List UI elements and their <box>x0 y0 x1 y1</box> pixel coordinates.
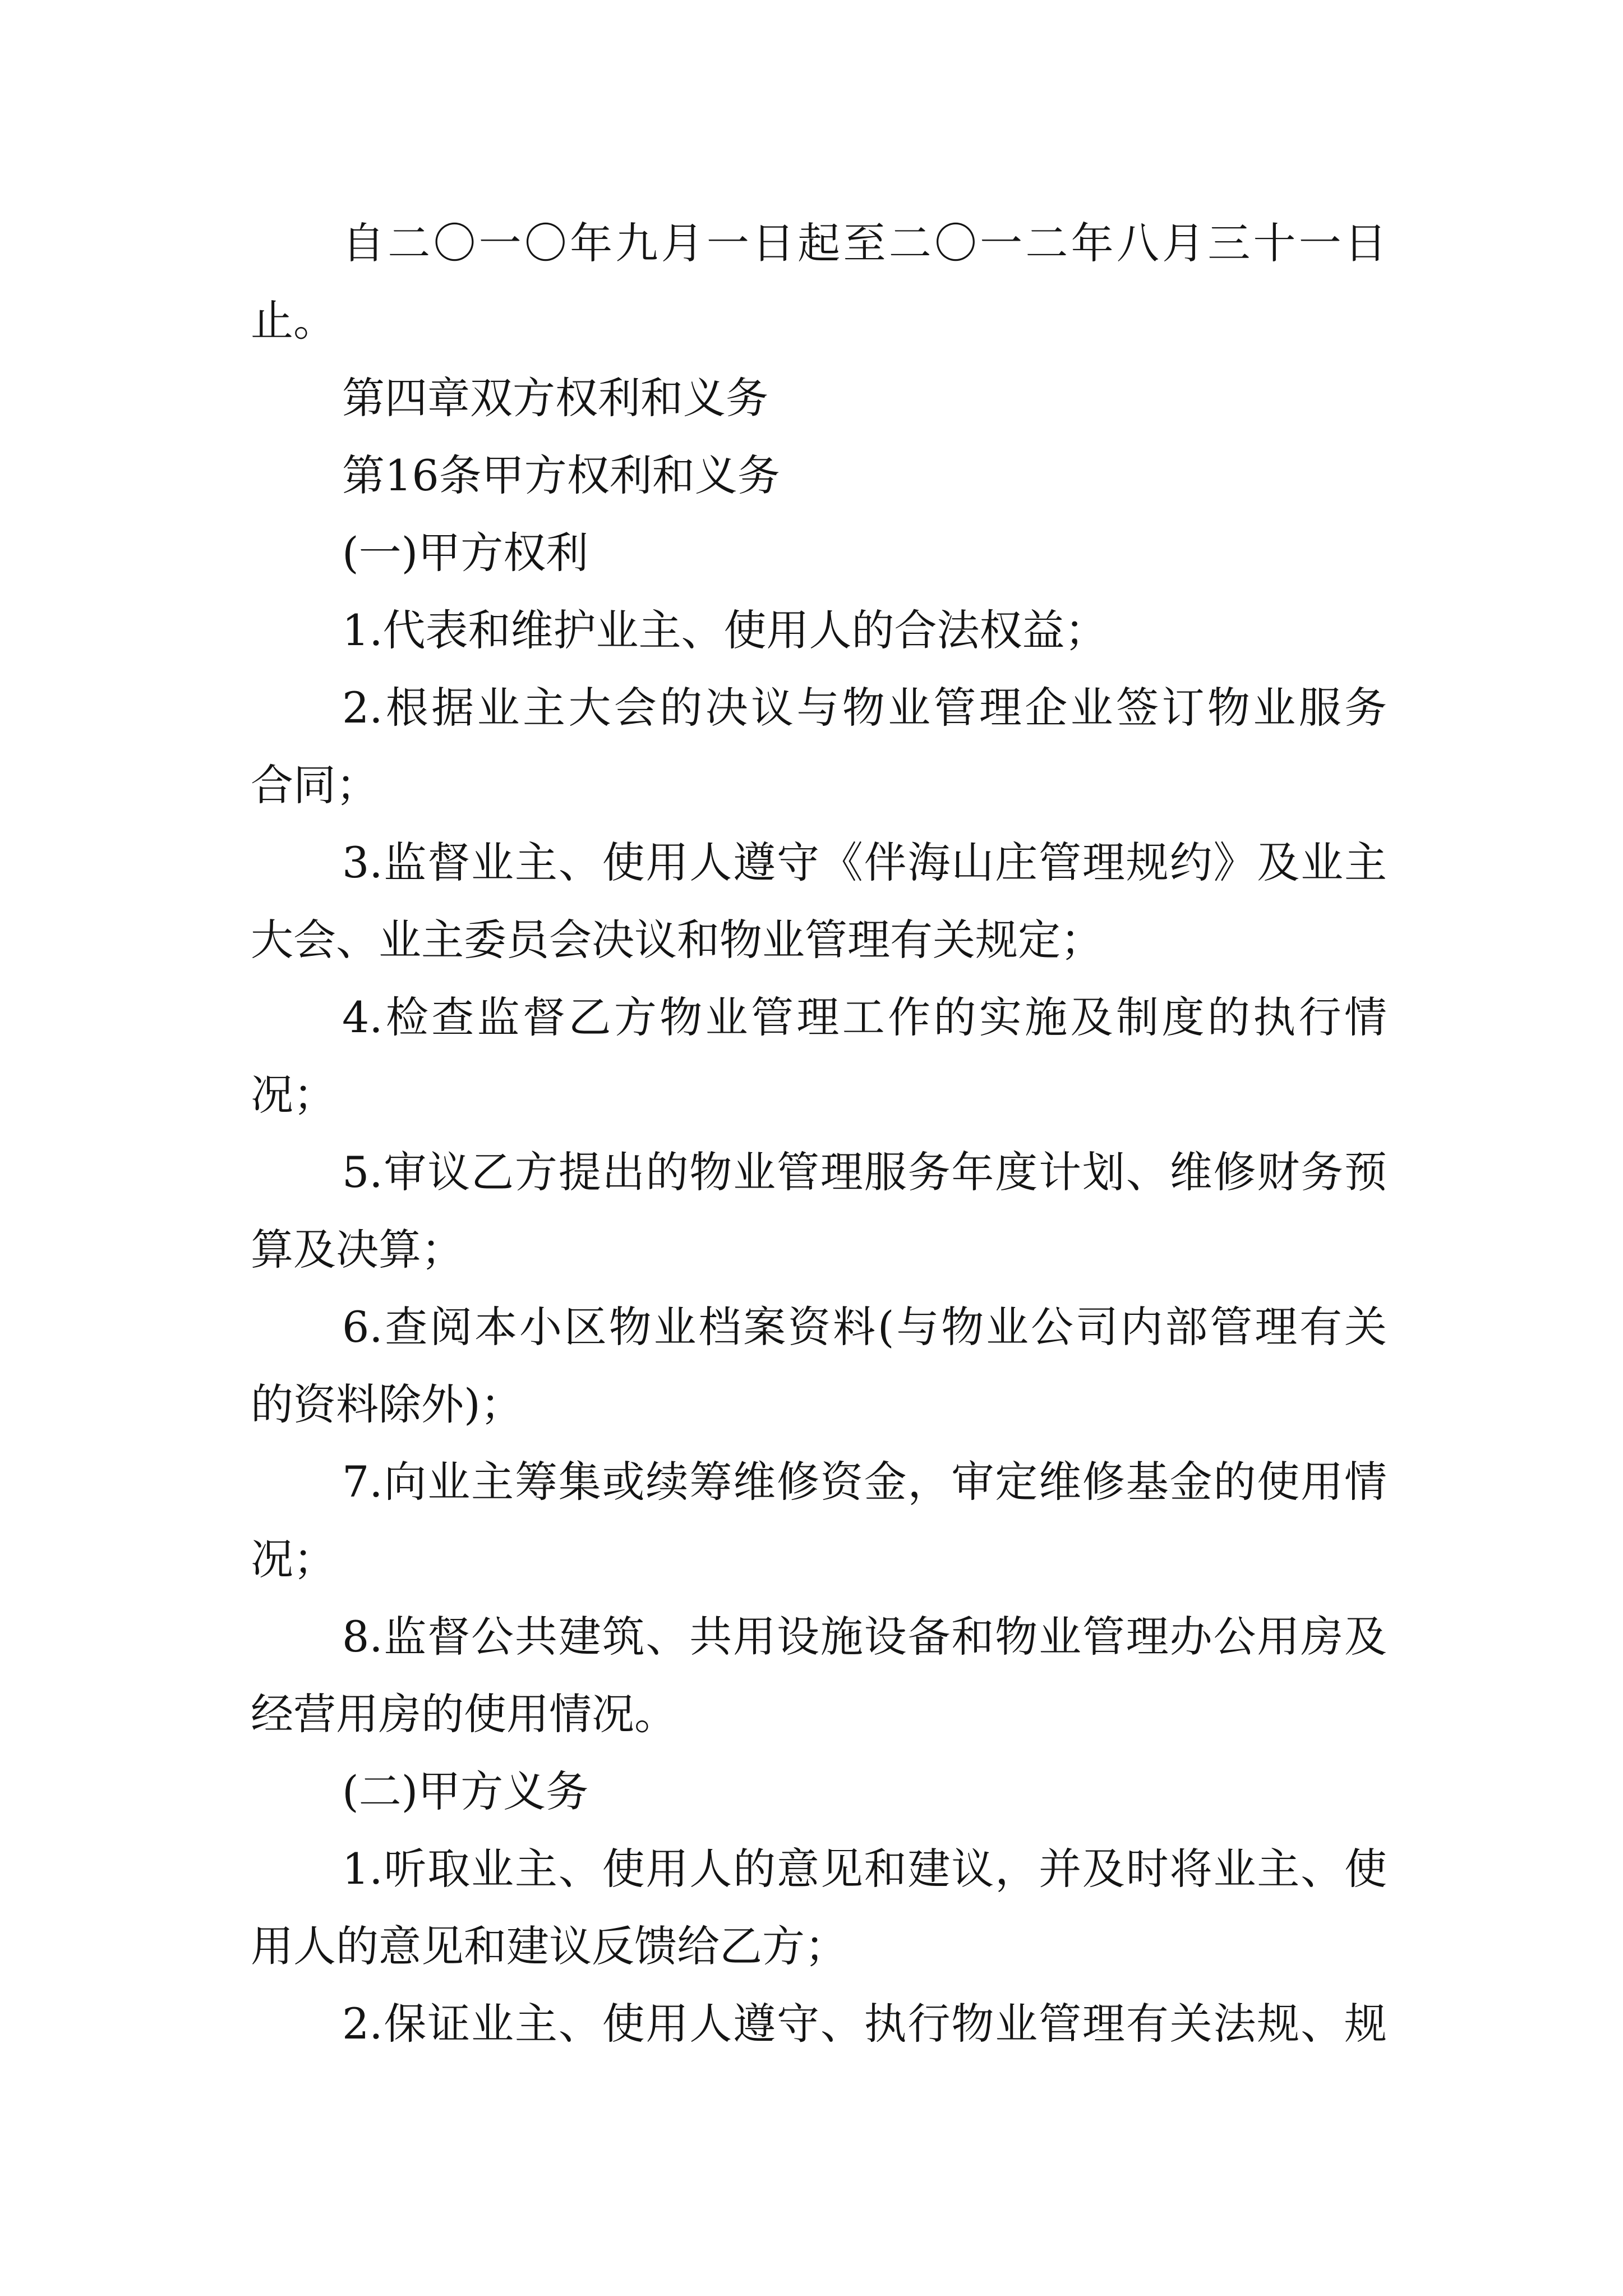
text-line: 算及决算； <box>251 1225 464 1274</box>
text-line: 况； <box>251 1534 336 1584</box>
article-heading <box>251 437 1387 514</box>
text-line: 5.审议乙方提出的物业管理服务年度计划、维修财务预 <box>342 1147 1387 1197</box>
text-line: 1.代表和维护业主、使用人的合法权益； <box>342 605 1108 655</box>
list-item <box>251 824 1387 979</box>
text-line: 合同； <box>251 760 379 810</box>
text-line: 况； <box>251 1070 336 1120</box>
text-line: 6.查阅本小区物业档案资料(与物业公司内部管理有关 <box>342 1302 1387 1352</box>
text-line: 用人的意见和建议反馈给乙方； <box>251 1921 847 1971</box>
list-item <box>251 592 1387 669</box>
text-line: 1.听取业主、使用人的意见和建议，并及时将业主、使 <box>342 1844 1387 1894</box>
text-line: 的资料除外)； <box>251 1379 523 1429</box>
text-line: 2.保证业主、使用人遵守、执行物业管理有关法规、规 <box>342 1999 1387 2049</box>
text-line: 大会、业主委员会决议和物业管理有关规定； <box>251 915 1103 965</box>
paragraph <box>251 205 1387 360</box>
text-line: 第四章双方权利和义务 <box>342 373 768 423</box>
list-item <box>251 1289 1387 1443</box>
list-item <box>251 1598 1387 1753</box>
text-line: 止。 <box>251 296 336 346</box>
list-item <box>251 669 1387 824</box>
document-body <box>251 205 1387 2063</box>
text-line: 3.监督业主、使用人遵守《伴海山庄管理规约》及业主 <box>342 838 1387 887</box>
section-heading <box>251 514 1387 592</box>
chapter-heading <box>251 360 1387 437</box>
section-heading <box>251 1753 1387 1830</box>
text-line: 经营用房的使用情况。 <box>251 1689 677 1739</box>
text-line: 8.监督公共建筑、共用设施设备和物业管理办公用房及 <box>342 1612 1387 1662</box>
list-item <box>251 979 1387 1134</box>
text-line: 第16条甲方权利和义务 <box>342 450 780 500</box>
text-line: (一)甲方权利 <box>342 528 589 578</box>
text-line: 7.向业主筹集或续筹维修资金，审定维修基金的使用情 <box>342 1457 1387 1507</box>
list-item <box>251 1443 1387 1598</box>
list-item <box>251 1985 1387 2063</box>
text-line: 2.根据业主大会的决议与物业管理企业签订物业服务 <box>342 683 1387 733</box>
text-line: 自二〇一〇年九月一日起至二〇一二年八月三十一日 <box>342 218 1387 268</box>
text-line: (二)甲方义务 <box>342 1766 589 1816</box>
text-line: 4.检查监督乙方物业管理工作的实施及制度的执行情 <box>342 992 1387 1042</box>
list-item <box>251 1134 1387 1289</box>
list-item <box>251 1830 1387 1985</box>
